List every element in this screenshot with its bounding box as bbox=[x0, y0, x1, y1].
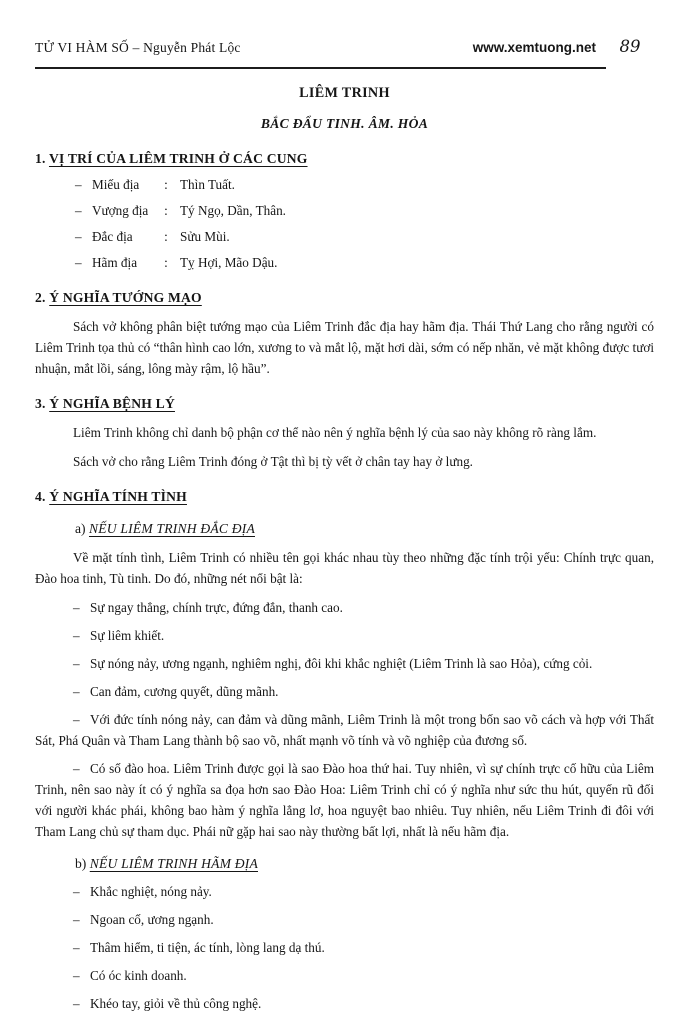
position-label: Đắc địa bbox=[92, 229, 133, 244]
dash-marker: – bbox=[73, 684, 80, 699]
bullet-item bbox=[35, 965, 654, 986]
bullet-item bbox=[35, 909, 654, 930]
bullet-item bbox=[35, 597, 654, 618]
dash-marker: – bbox=[73, 884, 80, 899]
section-2-number: 2. bbox=[35, 290, 46, 305]
bullet-text: Khắc nghiệt, nóng nảy. bbox=[90, 884, 212, 899]
dash-marker: – bbox=[73, 996, 80, 1011]
section-3-number: 3. bbox=[35, 396, 46, 411]
bullet-text: Với đức tính nóng nảy, can đảm và dũng mãnh, Liêm Trinh là một trong bốn sao võ cách và hợp với Thất Sát, Phá Quân và Tham Lang thành bộ sao võ, nhất mạnh võ tính và võ nghiệp của đương số. bbox=[35, 712, 654, 748]
page-header bbox=[35, 36, 654, 69]
list-item bbox=[35, 174, 654, 195]
position-list bbox=[35, 174, 654, 273]
section-3-heading bbox=[35, 393, 654, 414]
chapter-title: LIÊM TRINH bbox=[299, 85, 390, 101]
dash-marker: – bbox=[73, 656, 80, 671]
position-value: Sửu Mùi. bbox=[180, 229, 230, 244]
paragraph: Sách vở không phân biệt tướng mạo của Liêm Trinh đắc địa hay hãm địa. Thái Thứ Lang cho rằng người có Liêm Trinh tọa thủ có “thân hình cao lớn, xương to và mắt lộ, mặt hơi dài, sớm có nếp nhăn, vẻ mặt không được tươi nhuận, mắt lồi, sáng, lông mày rậm, lộ hầu”. bbox=[35, 319, 654, 376]
position-value: Tỵ Hợi, Mão Dậu. bbox=[180, 255, 278, 270]
subsection-a-prefix: a) bbox=[75, 521, 86, 536]
bullet-text: Can đảm, cương quyết, dũng mãnh. bbox=[90, 684, 279, 699]
colon-separator: : bbox=[164, 177, 168, 192]
bullet-text: Có số đào hoa. Liêm Trinh được gọi là sao Đào hoa thứ hai. Tuy nhiên, vì sự chính trực cố hữu của Liêm Trinh, nên sao này ít có ý nghĩa sa đọa hơn sao Đào Hoa: Liêm Trinh chỉ có ý nghĩa như sức thu hút, quyến rũ đối với người khác phái, không bao hàm ý nghĩa lẳng lơ, hoa nguyệt bao nhiêu. Tuy nhiên, nếu Liêm Trinh đi đôi với Tham Lang chủ sự tham dục. Phái nữ gặp hai sao này thường bất lợi, nhất là nếu hãm địa. bbox=[35, 761, 654, 839]
colon-separator: : bbox=[164, 255, 168, 270]
bullet-item bbox=[35, 881, 654, 902]
bullet-text: Sự liêm khiết. bbox=[90, 628, 165, 643]
section-2-heading bbox=[35, 287, 654, 308]
bullet-item bbox=[35, 709, 654, 751]
dash-marker: – bbox=[75, 255, 82, 270]
dash-marker: – bbox=[73, 600, 80, 615]
subsection-a-heading bbox=[35, 518, 654, 539]
list-item bbox=[35, 226, 654, 247]
chapter-subtitle: BẮC ĐẨU TINH. ÂM. HỎA bbox=[260, 116, 429, 131]
bullet-item bbox=[35, 625, 654, 646]
position-value: Tý Ngọ, Dần, Thân. bbox=[180, 203, 286, 218]
section-4-title: Ý NGHĨA TÍNH TÌNH bbox=[49, 489, 187, 504]
dash-marker: – bbox=[73, 968, 80, 983]
section-3-title: Ý NGHĨA BỆNH LÝ bbox=[49, 396, 175, 411]
bullet-item bbox=[35, 681, 654, 702]
bullet-item bbox=[35, 937, 654, 958]
dash-marker: – bbox=[75, 229, 82, 244]
paragraph: Liêm Trinh không chỉ danh bộ phận cơ thể nào nên ý nghĩa bệnh lý của sao này không rõ ràng lắm. bbox=[73, 425, 597, 440]
bullet-item bbox=[35, 993, 654, 1014]
page-number: 89 bbox=[619, 37, 641, 56]
bullet-item bbox=[35, 653, 654, 674]
section-4-heading bbox=[35, 486, 654, 507]
colon-separator: : bbox=[164, 203, 168, 218]
list-item bbox=[35, 252, 654, 273]
dash-marker: – bbox=[73, 761, 80, 776]
section-1-title: VỊ TRÍ CỦA LIÊM TRINH Ở CÁC CUNG bbox=[48, 151, 308, 166]
bullet-text: Ngoan cố, ương ngạnh. bbox=[90, 912, 214, 927]
list-item bbox=[35, 200, 654, 221]
dash-marker: – bbox=[73, 940, 80, 955]
subsection-a-title: NẾU LIÊM TRINH ĐẮC ĐỊA bbox=[88, 521, 255, 536]
position-label: Vượng địa bbox=[92, 203, 149, 218]
subsection-b-heading bbox=[35, 853, 654, 874]
bullet-text: Sự ngay thẳng, chính trực, đứng đắn, thanh cao. bbox=[90, 600, 343, 615]
bullet-text: Thâm hiểm, ti tiện, ác tính, lòng lang dạ thú. bbox=[90, 940, 325, 955]
dash-marker: – bbox=[75, 177, 82, 192]
position-value: Thìn Tuất. bbox=[180, 177, 235, 192]
position-label: Hãm địa bbox=[92, 255, 138, 270]
colon-separator: : bbox=[164, 229, 168, 244]
dash-marker: – bbox=[73, 712, 80, 727]
paragraph: Về mặt tính tình, Liêm Trinh có nhiều tên gọi khác nhau tùy theo những đặc tính trội yếu: Chính trực quan, Đào hoa tinh, Tù tinh. Do đó, những nét nổi bật là: bbox=[35, 550, 654, 586]
header-rule-area bbox=[35, 37, 606, 69]
section-1-number: 1. bbox=[35, 151, 46, 166]
section-1-heading bbox=[35, 148, 654, 169]
position-label: Miếu địa bbox=[92, 177, 140, 192]
section-2-title: Ý NGHĨA TƯỚNG MẠO bbox=[49, 290, 202, 305]
bullet-text: Sự nóng nảy, ương ngạnh, nghiêm nghị, đôi khi khắc nghiệt (Liêm Trinh là sao Hỏa), cứng cỏi. bbox=[90, 656, 593, 671]
bullet-item bbox=[35, 758, 654, 842]
section-4-number: 4. bbox=[35, 489, 46, 504]
dash-marker: – bbox=[73, 912, 80, 927]
subsection-b-title: NẾU LIÊM TRINH HÃM ĐỊA bbox=[89, 856, 258, 871]
book-title: TỬ VI HÀM SỐ – Nguyễn Phát Lộc bbox=[35, 40, 241, 55]
paragraph: Sách vở cho rằng Liêm Trinh đóng ở Tật thì bị tỳ vết ở chân tay hay ở lưng. bbox=[73, 454, 473, 469]
bullet-text: Khéo tay, giỏi về thủ công nghệ. bbox=[90, 996, 262, 1011]
subsection-b-prefix: b) bbox=[75, 856, 87, 871]
bullet-text: Có óc kinh doanh. bbox=[90, 968, 187, 983]
dash-marker: – bbox=[75, 203, 82, 218]
dash-marker: – bbox=[73, 628, 80, 643]
website-text: www.xemtuong.net bbox=[472, 40, 596, 55]
